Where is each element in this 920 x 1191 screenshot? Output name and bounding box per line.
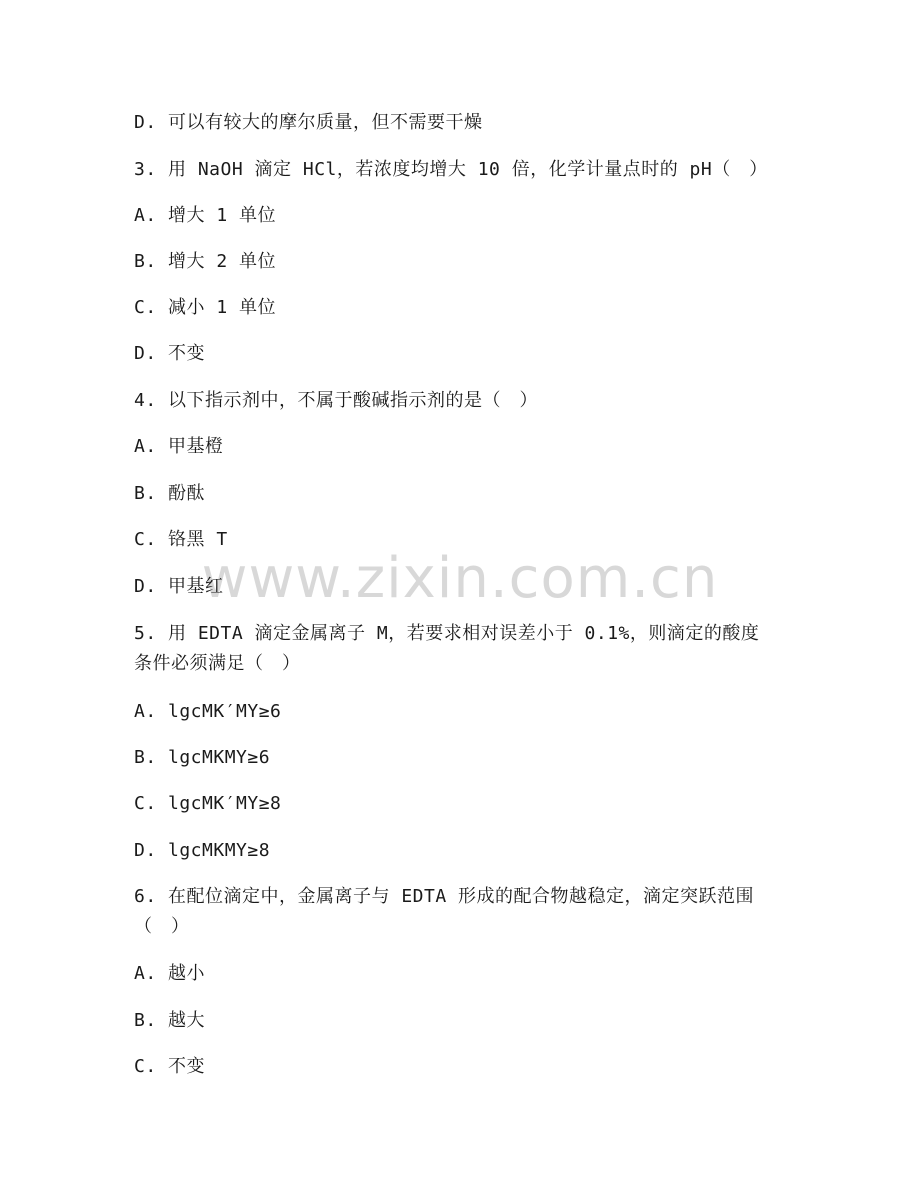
watermark: www.zixin.com.cn xyxy=(201,546,719,611)
q5-option-a: A. lgcMK′MY≥6 xyxy=(134,701,282,722)
q3-option-a: A. 增大 1 单位 xyxy=(134,205,277,226)
q5-option-b: B. lgcMKMY≥6 xyxy=(134,747,271,768)
q4-stem: 4. 以下指示剂中，不属于酸碱指示剂的是（ ） xyxy=(134,390,539,411)
q6-option-a: A. 越小 xyxy=(134,963,206,984)
q6-stem: 6. 在配位滴定中，金属离子与 EDTA 形成的配合物越稳定，滴定突跃范围（ ） xyxy=(134,886,755,937)
q6-option-b: B. 越大 xyxy=(134,1010,206,1031)
q4-option-c: C. 铬黑 T xyxy=(134,529,228,550)
q3-option-c: C. 减小 1 单位 xyxy=(134,297,277,318)
q3-option-b: B. 增大 2 单位 xyxy=(134,251,277,272)
q3-option-d: D. 不变 xyxy=(134,343,206,364)
q4-option-b: B. 酚酞 xyxy=(134,483,206,504)
q5-option-d: D. lgcMKMY≥8 xyxy=(134,840,271,861)
q5-option-c: C. lgcMK′MY≥8 xyxy=(134,793,282,814)
q3-stem: 3. 用 NaOH 滴定 HCl，若浓度均增大 10 倍，化学计量点时的 pH（ ） xyxy=(134,159,768,180)
q2-option-d: D. 可以有较大的摩尔质量，但不需要干燥 xyxy=(134,112,483,133)
q6-option-c: C. 不变 xyxy=(134,1056,206,1077)
q4-option-a: A. 甲基橙 xyxy=(134,436,224,457)
q4-option-d: D. 甲基红 xyxy=(134,576,224,597)
q5-stem: 5. 用 EDTA 滴定金属离子 M，若要求相对误差小于 0.1%，则滴定的酸度条件必须满足（ ） xyxy=(134,623,760,674)
